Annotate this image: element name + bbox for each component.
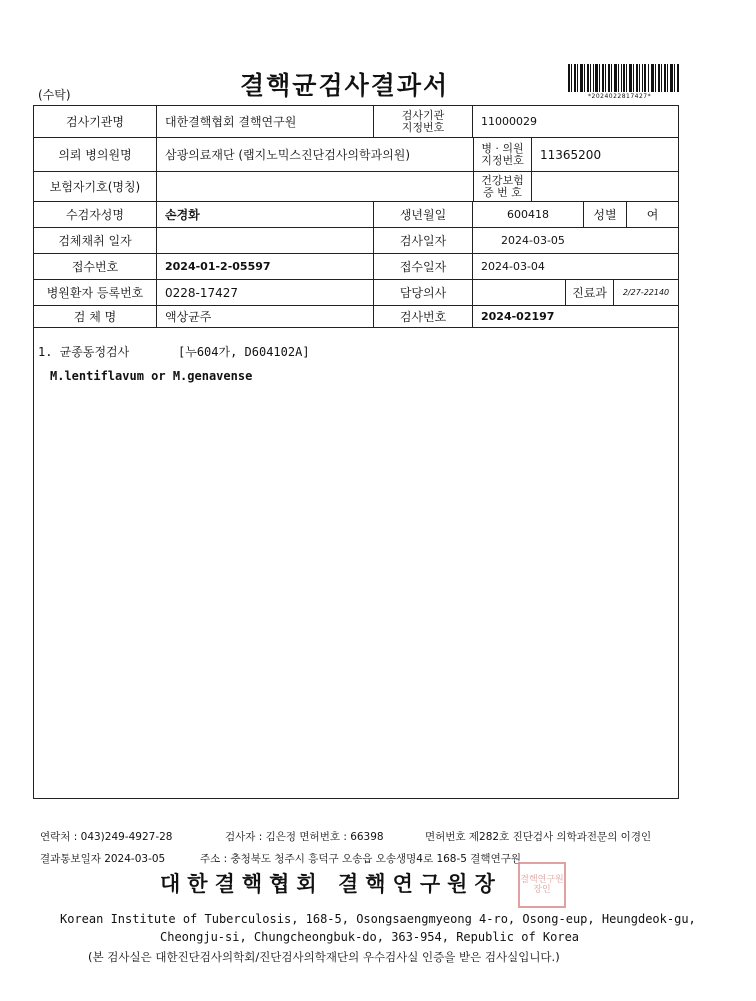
ins-no-value <box>531 171 679 202</box>
collect-value <box>156 227 374 254</box>
inst-code-label-2: 지정번호 <box>401 120 445 134</box>
receipt-date-value: 2024-03-04 <box>472 253 679 280</box>
specialist-info: 면허번호 제282호 진단검사 의학과전문의 이경인 <box>425 831 652 843</box>
clinic-label: 의뢰 병의원명 <box>33 137 157 172</box>
certification-note: (본 검사실은 대한진단검사의학회/진단검사의학재단의 우수검사실 인증을 받은 검사실입니다.) <box>88 950 560 964</box>
reg-no-value: 0228-17427 <box>156 279 374 306</box>
copy-mark: (수탁) <box>38 88 71 102</box>
address-en-line-1: Korean Institute of Tuberculosis, 168-5, Osongsaengmyeong 4-ro, Osong-eup, Heungdeok-gu, <box>60 912 696 926</box>
inst-code-label-1: 검사기관 <box>401 108 445 122</box>
info-table <box>33 105 679 328</box>
sex-label: 성별 <box>583 201 627 228</box>
ins-no-label <box>473 171 532 202</box>
inst-code-label <box>373 105 473 138</box>
organization-name: 대한결핵협회 결핵연구원장 <box>160 871 502 896</box>
contact-info: 연락처 : 043)249-4927-28 <box>40 831 173 843</box>
notify-date: 결과통보일자 2024-03-05 <box>40 853 166 865</box>
address-kr: 주소 : 충청북도 청주시 흥덕구 오송읍 오송생명4로 168-5 결핵연구원 <box>200 853 522 865</box>
specimen-label: 검 체 명 <box>33 305 157 328</box>
inst-code-value: 11000029 <box>472 105 679 138</box>
reg-no-label: 병원환자 등록번호 <box>33 279 157 306</box>
collect-label: 검체채취 일자 <box>33 227 157 254</box>
inst-value: 대한결핵협회 결핵연구원 <box>156 105 374 138</box>
insurer-value <box>156 171 474 202</box>
document-title: 결핵균검사결과서 <box>240 71 450 100</box>
insurer-label: 보험자기호(명칭) <box>33 171 157 202</box>
dob-label: 생년월일 <box>373 201 473 228</box>
address-en-line-2: Cheongju-si, Chungcheongbuk-do, 363-954, Republic of Korea <box>160 930 580 944</box>
organism-result: M.lentiflavum or M.genavense <box>50 369 253 383</box>
test-date-label: 검사일자 <box>373 227 473 254</box>
test-no-value: 2024-02197 <box>472 305 679 328</box>
receipt-no-label: 접수번호 <box>33 253 157 280</box>
clinic-code-label-1: 병 · 의원 <box>481 141 524 155</box>
clinic-code-label <box>473 137 532 172</box>
patient-value: 손경화 <box>156 201 374 228</box>
dept-label: 진료과 <box>565 279 614 306</box>
doctor-value <box>472 279 566 306</box>
receipt-date-label: 접수일자 <box>373 253 473 280</box>
barcode-image <box>568 64 680 92</box>
dept-value: 2/27-22140 <box>613 279 679 306</box>
test-name: 1. 균종동정검사 <box>38 345 130 359</box>
official-seal: 결핵연구원장인 <box>518 862 566 908</box>
patient-label: 수검자성명 <box>33 201 157 228</box>
doctor-label: 담당의사 <box>373 279 473 306</box>
test-code: [누604가, D604102A] <box>178 345 310 359</box>
receipt-no-value: 2024-01-2-05597 <box>156 253 374 280</box>
clinic-code-label-2: 지정번호 <box>481 153 524 167</box>
sex-value: 여 <box>626 201 679 228</box>
ins-no-label-2: 증 번 호 <box>483 185 522 199</box>
specimen-value: 액상균주 <box>156 305 374 328</box>
clinic-code-value: 11365200 <box>531 137 679 172</box>
result-box <box>33 327 679 799</box>
inst-label: 검사기관명 <box>33 105 157 138</box>
tester-info: 검사자 : 김은정 면허번호 : 66398 <box>225 831 384 843</box>
test-date-value: 2024-03-05 <box>472 227 679 254</box>
dob-value: 600418 <box>472 201 584 228</box>
test-no-label: 검사번호 <box>373 305 473 328</box>
clinic-value: 삼광의료재단 (랩지노믹스진단검사의학과의원) <box>156 137 474 172</box>
barcode-number: *2024022817427* <box>588 93 652 100</box>
ins-no-label-1: 건강보험 <box>481 173 524 187</box>
